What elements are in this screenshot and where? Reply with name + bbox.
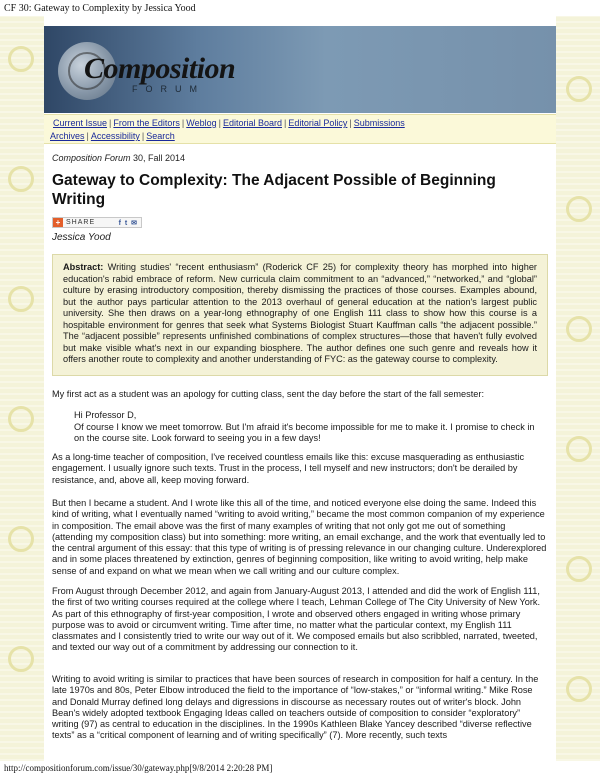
paragraph: But then I became a student. And I wrote like this all of the time, and noticed everyone else doing the same. Indeed this kind of writing, what I eventually named “writing to avoid writing,” became the most common companion of my experience in composition. The email above was the first of many examples of writing that not only got me out of something (attending my composition class) but into something: more writing, an email exchange, and the work that eventually led to the central argument of this essay: that this type of writing is of pressing relevance in our changing culture. Underexplored and in some places threatened by extinction, genres of beginning composition, like writing to avoid writing, help make sense of and expand on what we mean when we call writing and our culture complex. — [52, 498, 547, 576]
ornament-icon — [566, 556, 592, 582]
ornament-icon — [8, 166, 34, 192]
logo-word: omposition — [103, 52, 236, 85]
email-body: Of course I know we meet tomorrow. But I'm afraid it's become impossible for me to make it. I promise to check in on the course site. Look forward to seeing you in a few days! — [74, 422, 535, 444]
abstract-box — [52, 254, 548, 376]
site-navigation — [44, 114, 556, 144]
nav-link-submissions[interactable]: Submissions — [353, 118, 405, 128]
logo-letter: C — [84, 52, 104, 85]
ornament-icon — [8, 286, 34, 312]
site-logo[interactable] — [84, 52, 235, 86]
social-icons: f t ✉ — [118, 219, 138, 227]
pdf-header: CF 30: Gateway to Complexity by Jessica Yood — [4, 3, 196, 14]
paragraph: As a long-time teacher of composition, I've received countless emails like this: excuse masquerading as enthusiastic engagement. I usually ignore such texts. Trust in the process, I tell myself and new instructors; don't be derailed by resistance, and, above all, keep moving forward. — [52, 452, 525, 485]
journal-issue — [52, 153, 548, 163]
nav-link-editorial-board[interactable]: Editorial Board — [222, 118, 282, 128]
nav-link-current-issue[interactable]: Current Issue — [53, 118, 108, 128]
abstract-text: Writing studies' “recent enthusiasm” (Roderick CF 25) for complexity theory has morphed into higher education's rabid embrace of reform. New curricula claim commitment to an “advanced,” “networked,” and “global” culture by erasing introductory composition, thereby dismissing the practices of those courses. Examples abound, but the author pays particular attention to the 2013 overhaul of general education at the nation's largest public university. She then draws on a year-long ethnography of one English 111 class to show how this course is a hospitable environment for genres that seek what Systems Biologist Stuart Kauffman calls “the adjacent possible.” The “adjacent possible” represents unfinished combinations of complex structures—those that haven't fully evolved but make visible what's next in our expanding biosphere. The author defines one such genre and reveals how it offers another route to complexity and another understanding of FYC: as the gateway course to complexity. — [63, 262, 537, 364]
abstract-label: Abstract: — [63, 262, 104, 272]
share-button[interactable] — [52, 217, 142, 228]
ornament-icon — [566, 76, 592, 102]
nav-line-primary: Current Issue | From the Editors | Weblog | Editorial Board | Editorial Policy | Submissions — [53, 118, 405, 128]
email-greeting: Hi Professor D, — [74, 410, 137, 420]
nav-line-secondary: Archives | Accessibility | Search — [50, 131, 175, 141]
paragraph: My first act as a student was an apology for cutting class, sent the day before the start of the fall semester: — [52, 389, 485, 399]
nav-link-weblog[interactable]: Weblog — [186, 118, 217, 128]
ornament-icon — [566, 316, 592, 342]
article-author: Jessica Yood — [52, 232, 111, 243]
site-banner — [44, 26, 556, 113]
paragraph: From August through December 2012, and again from January-August 2013, I attended and did the work of English 111, the first of two writing courses required at the college where I teach, Lehman College of The City University of New York. As part of this ethnography of first-year composition, I wrote and observed others engaged in writing whose primary purpose was to avoid or circumvent writing. Time after time, no matter what the particular context, my English 111 classmates and I consistently tried to write our way out of it. We composed emails but also scribbled, narrated, tweeted, and texted our way out of a commitment by addressing our connection to it. — [52, 586, 541, 653]
journal-name: Composition Forum — [52, 153, 131, 163]
nav-link-search[interactable]: Search — [146, 131, 175, 141]
right-background-margin — [556, 16, 600, 761]
pdf-footer: http://compositionforum.com/issue/30/gateway.php[9/8/2014 2:20:28 PM] — [4, 763, 273, 773]
share-label: SHARE — [66, 219, 96, 226]
ornament-icon — [8, 46, 34, 72]
ornament-icon — [566, 436, 592, 462]
nav-link-from-the-editors[interactable]: From the Editors — [113, 118, 180, 128]
nav-link-accessibility[interactable]: Accessibility — [90, 131, 140, 141]
article — [52, 153, 548, 741]
plus-icon: + — [53, 218, 63, 227]
logo-subtitle: FORUM — [132, 84, 205, 94]
left-background-margin — [0, 16, 44, 761]
ornament-icon — [566, 196, 592, 222]
ornament-icon — [566, 676, 592, 702]
nav-link-archives[interactable]: Archives — [50, 131, 85, 141]
paragraph: Writing to avoid writing is similar to practices that have been sources of research in composition for half a century. In the late 1970s and 80s, Peter Elbow introduced the field to the importance of “low-stakes,” or “informal writing.” Mike Rose and Donald Murray defined long delays and digressions in discourse as necessary routes out of writer's block. John Bean's widely adopted textbook Engaging Ideas called on teachers outside of composition to consider “exploratory” writing (97) as central to education in the disciplines. In the 1990s Kathleen Blake Yancey described “diverse reflective texts” as a “critical component of learning and of writing specifically” (7). More recently, such texts — [52, 674, 539, 741]
nav-link-editorial-policy[interactable]: Editorial Policy — [288, 118, 348, 128]
page — [44, 16, 556, 761]
ornament-icon — [8, 526, 34, 552]
ornament-icon — [8, 406, 34, 432]
issue-label: 30, Fall 2014 — [130, 153, 186, 163]
article-title: Gateway to Complexity: The Adjacent Possible of Beginning Writing — [52, 172, 496, 208]
ornament-icon — [8, 646, 34, 672]
